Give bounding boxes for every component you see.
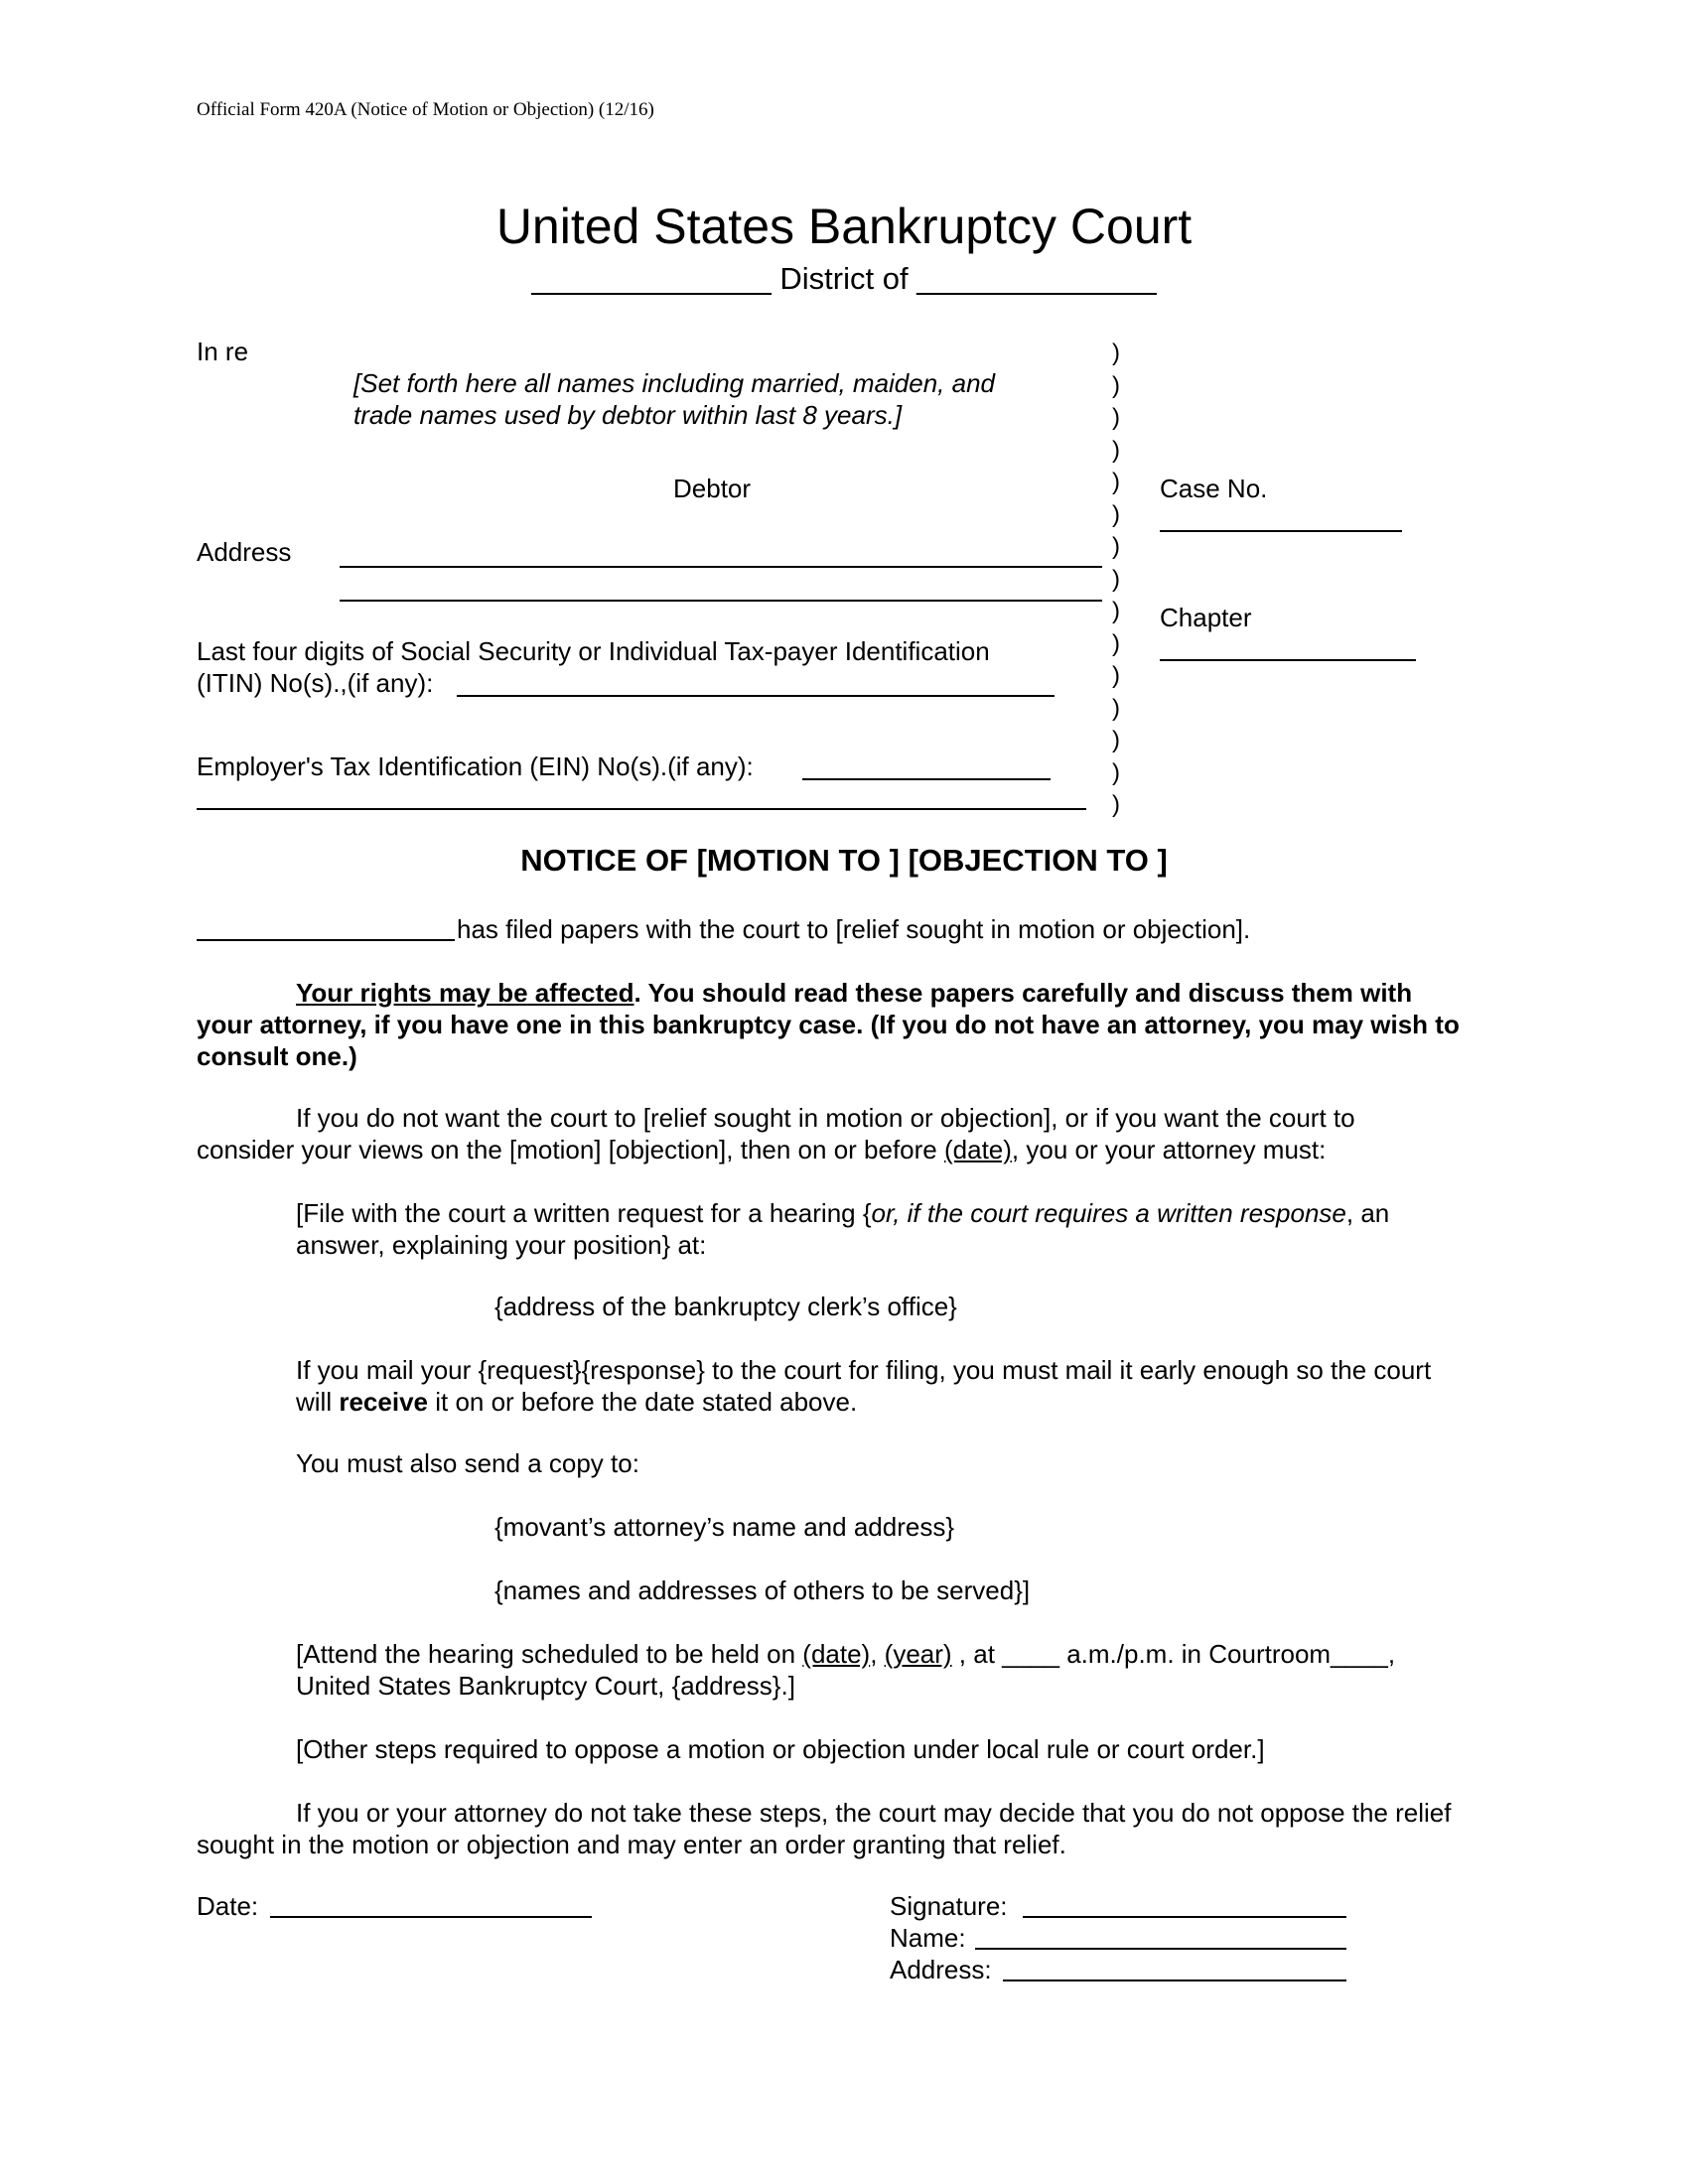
- response-date: (date): [943, 1135, 1012, 1164]
- date-input-line[interactable]: [270, 1916, 592, 1918]
- debtor-label: Debtor: [673, 474, 752, 503]
- signature-input-line[interactable]: [1023, 1916, 1346, 1918]
- filed-text: has filed papers with the court to [relief sought in motion or objection].: [457, 914, 1251, 944]
- district-label: District of: [779, 261, 909, 296]
- instructions-paragraph: If you do not want the court to [relief sought in motion or objection], or if you want the court to consider your views on the [motion] [objection], then on or before (date), you or your attorney must:: [197, 1103, 1355, 1164]
- names-instruction-1: [Set forth here all names including married, maiden, and: [353, 368, 996, 398]
- name-input-line[interactable]: [975, 1948, 1346, 1950]
- date-label: Date:: [197, 1891, 259, 1921]
- ssn-label-2: (ITIN) No(s).,(if any):: [197, 668, 434, 698]
- ssn-label-1: Last four digits of Social Security or Individual Tax-payer Identification: [197, 636, 990, 666]
- case-no-label: Case No.: [1160, 474, 1268, 503]
- consequence-paragraph: If you or your attorney do not take these steps, the court may decide that you do not oppose the relief sought in the motion or objection and may enter an order granting that relief.: [197, 1798, 1452, 1859]
- names-instruction-2: trade names used by debtor within last 8 years.]: [353, 400, 903, 430]
- district-prefix-blank[interactable]: ______________: [531, 261, 772, 296]
- address-line-2[interactable]: [340, 600, 1102, 602]
- signer-address-label: Address:: [890, 1955, 992, 1984]
- hearing-line-2: United States Bankruptcy Court, {address}.]: [296, 1671, 795, 1701]
- ein-input-line[interactable]: [802, 778, 1051, 780]
- case-no-input-line[interactable]: [1160, 530, 1402, 532]
- form-id: Official Form 420A (Notice of Motion or Objection) (12/16): [197, 99, 654, 120]
- ein-input-line-2[interactable]: [197, 808, 1086, 810]
- ein-label: Employer's Tax Identification (EIN) No(s).(if any):: [197, 751, 754, 781]
- signer-address-input-line[interactable]: [1003, 1979, 1346, 1981]
- address-line-1[interactable]: [340, 566, 1102, 568]
- rights-rest: . You should read these papers carefully and discuss them with your attorney, if you have one in this bankruptcy case. (If you do not have an attorney, you may wish to consult one.): [197, 978, 1460, 1071]
- hearing-year: (year): [884, 1639, 952, 1669]
- ssn-input-line[interactable]: [457, 695, 1055, 697]
- rights-paragraph: [197, 977, 1460, 1072]
- court-title: United States Bankruptcy Court: [495, 199, 1193, 254]
- notice-title: NOTICE OF [MOTION TO ] [OBJECTION TO ]: [520, 843, 1168, 878]
- caption-parens: ) ) ) ) ) ) ) ) ) ) ) ) ) ) ): [1112, 340, 1120, 818]
- other-steps: [Other steps required to oppose a motion or objection under local rule or court order.]: [296, 1734, 1265, 1764]
- movant-attorney: {movant’s attorney’s name and address}: [494, 1512, 954, 1542]
- hearing-date: (date): [802, 1639, 871, 1669]
- send-copy-text: You must also send a copy to:: [296, 1448, 639, 1478]
- file-request-paragraph: [File with the court a written request for a hearing {or, if the court requires a written response, an answer, explaining your position} at:: [296, 1198, 1390, 1260]
- rights-underlined: Your rights may be affected: [296, 978, 634, 1008]
- district-suffix-blank[interactable]: ______________: [916, 261, 1157, 296]
- name-label: Name:: [890, 1923, 966, 1953]
- movant-name-line[interactable]: [197, 939, 455, 941]
- address-label: Address: [197, 537, 292, 567]
- in-re-label: In re: [197, 337, 249, 366]
- clerk-address: {address of the bankruptcy clerk’s office}: [494, 1292, 957, 1321]
- hearing-line-1: [Attend the hearing scheduled to be held on (date), (year) , at ____ a.m./p.m. in Courtroom____,: [296, 1639, 1396, 1669]
- chapter-label: Chapter: [1160, 603, 1252, 632]
- district-line: [0, 260, 1688, 298]
- others-served: {names and addresses of others to be served}]: [494, 1575, 1031, 1605]
- chapter-input-line[interactable]: [1160, 659, 1416, 661]
- mail-paragraph: If you mail your {request}{response} to the court for filing, you must mail it early enough so the court will receive it on or before the date stated above.: [296, 1355, 1432, 1417]
- signature-label: Signature:: [890, 1891, 1008, 1921]
